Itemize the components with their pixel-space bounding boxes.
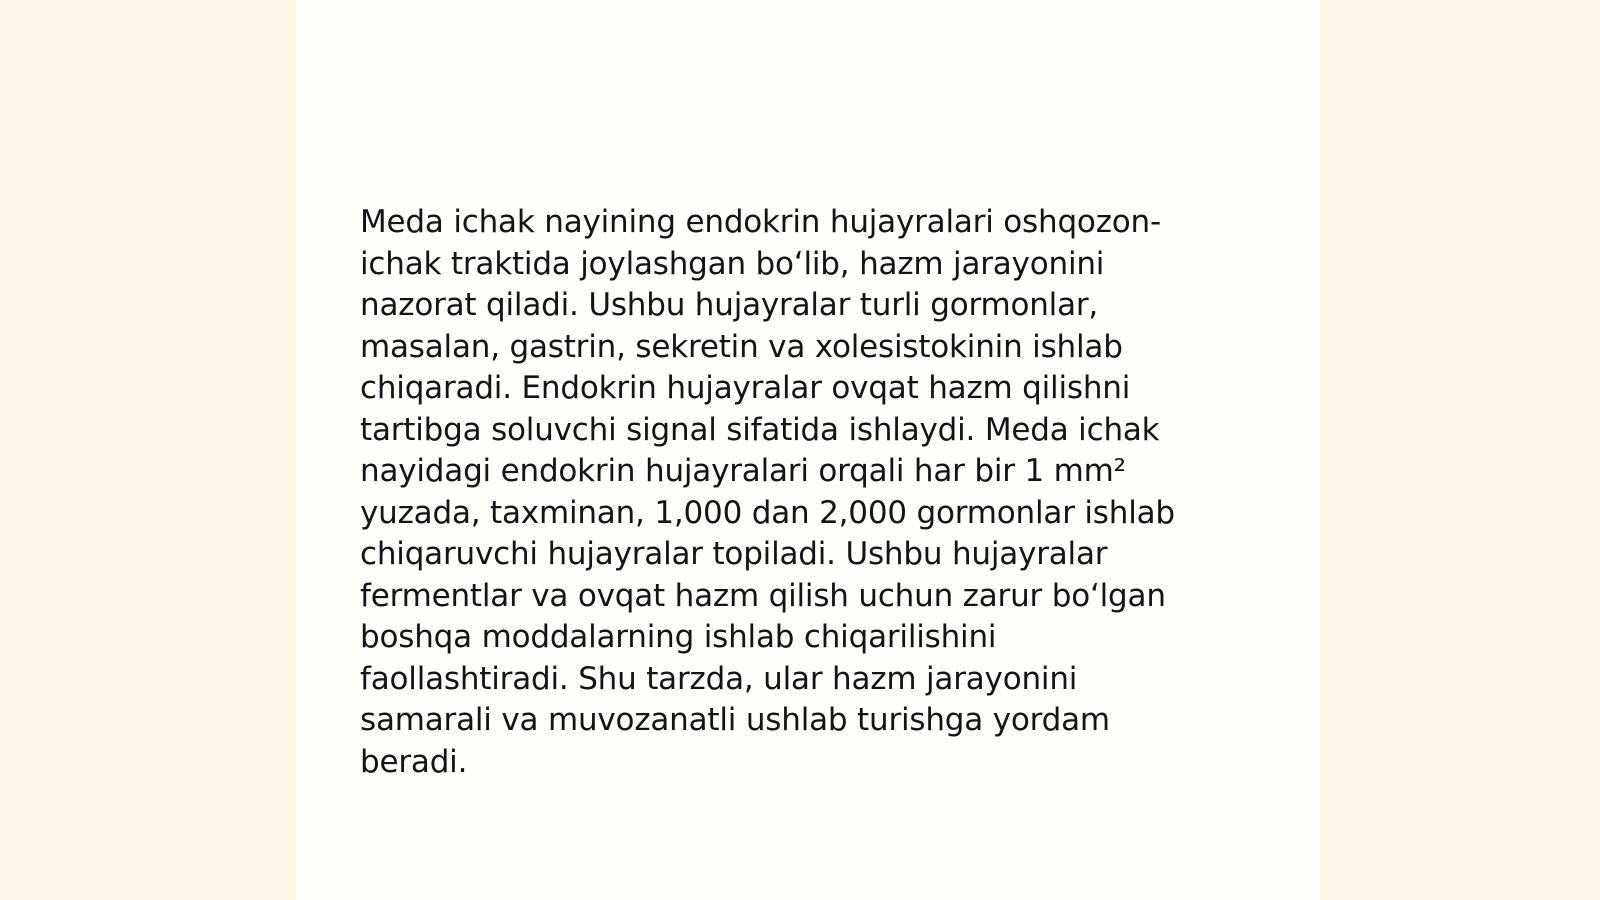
paragraph-line: masalan, gastrin, sekretin va xolesistokinin ishlab	[360, 328, 1123, 365]
paragraph-line: faollashtiradi. Shu tarzda, ular hazm jarayonini	[360, 660, 1078, 697]
paragraph-line: beradi.	[360, 743, 468, 780]
body-paragraph	[360, 202, 1260, 783]
paragraph-line: tartibga soluvchi signal sifatida ishlaydi. Meda ichak	[360, 411, 1160, 448]
paragraph-line: Meda ichak nayining endokrin hujayralari oshqozon-	[360, 204, 1161, 240]
paragraph-line: boshqa moddalarning ishlab chiqarilishini	[360, 619, 997, 655]
paragraph-line: yuzada, taxminan, 1,000 dan 2,000 gormonlar ishlab	[360, 494, 1175, 531]
document-page	[296, 0, 1320, 900]
paragraph-line: chiqaradi. Endokrin hujayralar ovqat hazm qilishni	[360, 370, 1131, 406]
paragraph-line: nazorat qiladi. Ushbu hujayralar turli gormonlar,	[360, 287, 1099, 323]
paragraph-line: samarali va muvozanatli ushlab turishga yordam	[360, 702, 1110, 738]
paragraph-line: chiqaruvchi hujayralar topiladi. Ushbu hujayralar	[360, 536, 1108, 572]
paragraph-line: fermentlar va ovqat hazm qilish uchun zarur bo‘lgan	[360, 577, 1166, 614]
paragraph-line: ichak traktida joylashgan bo‘lib, hazm jarayonini	[360, 245, 1105, 282]
paragraph-line: nayidagi endokrin hujayralari orqali har bir 1 mm²	[360, 453, 1126, 489]
